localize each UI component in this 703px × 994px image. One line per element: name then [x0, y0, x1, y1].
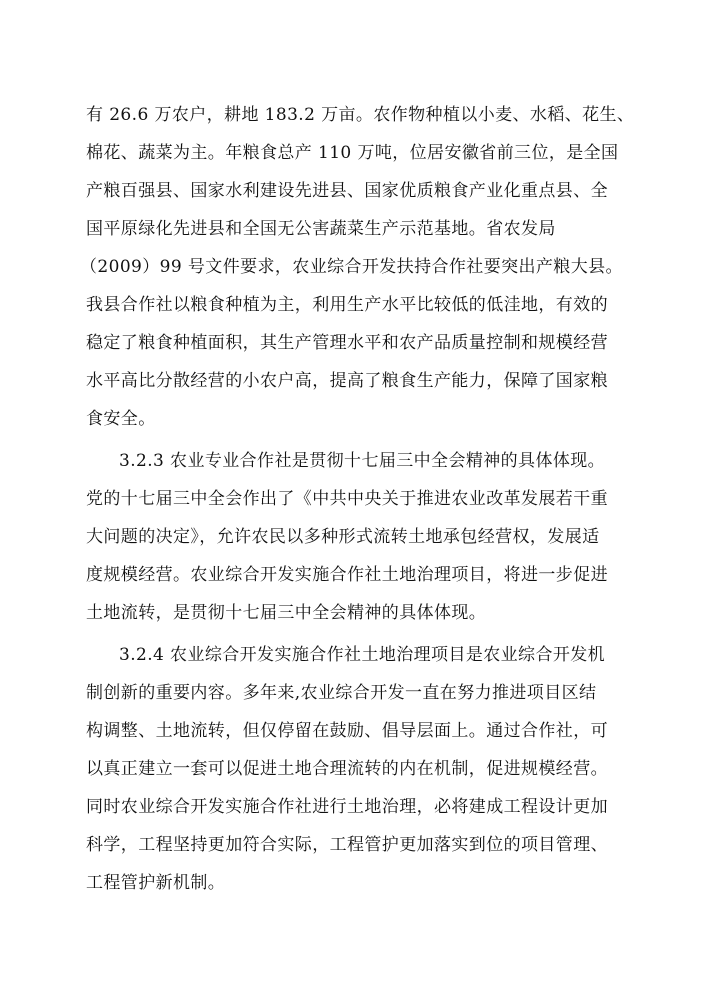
text-line: 以真正建立一套可以促进土地合理流转的内在机制，促进规模经营。 [86, 759, 608, 780]
text-line: 有 26.6 万农户，耕地 183.2 万亩。农作物种植以小麦、水稻、花生、 [86, 105, 635, 125]
text-line: 大问题的决定》，允许农民以多种形式流转土地承包经营权，发展适 [86, 526, 600, 547]
text-line: 工程管护新机制。 [86, 873, 226, 893]
text-line: 棉花、蔬菜为主。年粮食总产 110 万吨，位居安徽省前三位，是全国 [86, 142, 619, 163]
text-line: 稳定了粮食种植面积，其生产管理水平和农产品质量控制和规模经营 [86, 332, 608, 353]
text-line: 科学，工程坚持更加符合实际，工程管护更加落实到位的项目管理、 [86, 835, 608, 856]
text-line: 3.2.4 农业综合开发实施合作社土地治理项目是农业综合开发机 [119, 645, 606, 666]
text-line: 度规模经营。农业综合开发实施合作社土地治理项目，将进一步促进 [86, 564, 608, 585]
text-line: 构调整、土地流转，但仅停留在鼓励、倡导层面上。通过合作社，可 [86, 721, 608, 742]
text-line: 土地流转，是贯彻十七届三中全会精神的具体体现。 [86, 602, 487, 623]
text-line: （2009）99 号文件要求，农业综合开发扶持合作社要突出产粮大县。 [80, 256, 623, 277]
text-line: 食安全。 [86, 408, 156, 429]
text-line: 制创新的重要内容。多年来,农业综合开发一直在努力推进项目区结 [86, 683, 597, 704]
text-line: 产粮百强县、国家水利建设先进县、国家优质粮食产业化重点县、全 [86, 180, 608, 201]
text-line: 同时农业综合开发实施合作社进行土地治理，必将建成工程设计更加 [86, 797, 608, 818]
text-line: 水平高比分散经营的小农户高，提高了粮食生产能力，保障了国家粮 [86, 370, 608, 391]
text-line: 国平原绿化先进县和全国无公害蔬菜生产示范基地。省农发局 [86, 218, 556, 239]
text-line: 3.2.3 农业专业合作社是贯彻十七届三中全会精神的具体体现。 [119, 451, 606, 472]
text-line: 我县合作社以粮食种植为主，利用生产水平比较低的低洼地，有效的 [86, 294, 608, 315]
text-line: 党的十七届三中全会作出了《中共中央关于推进农业改革发展若干重 [86, 489, 608, 509]
